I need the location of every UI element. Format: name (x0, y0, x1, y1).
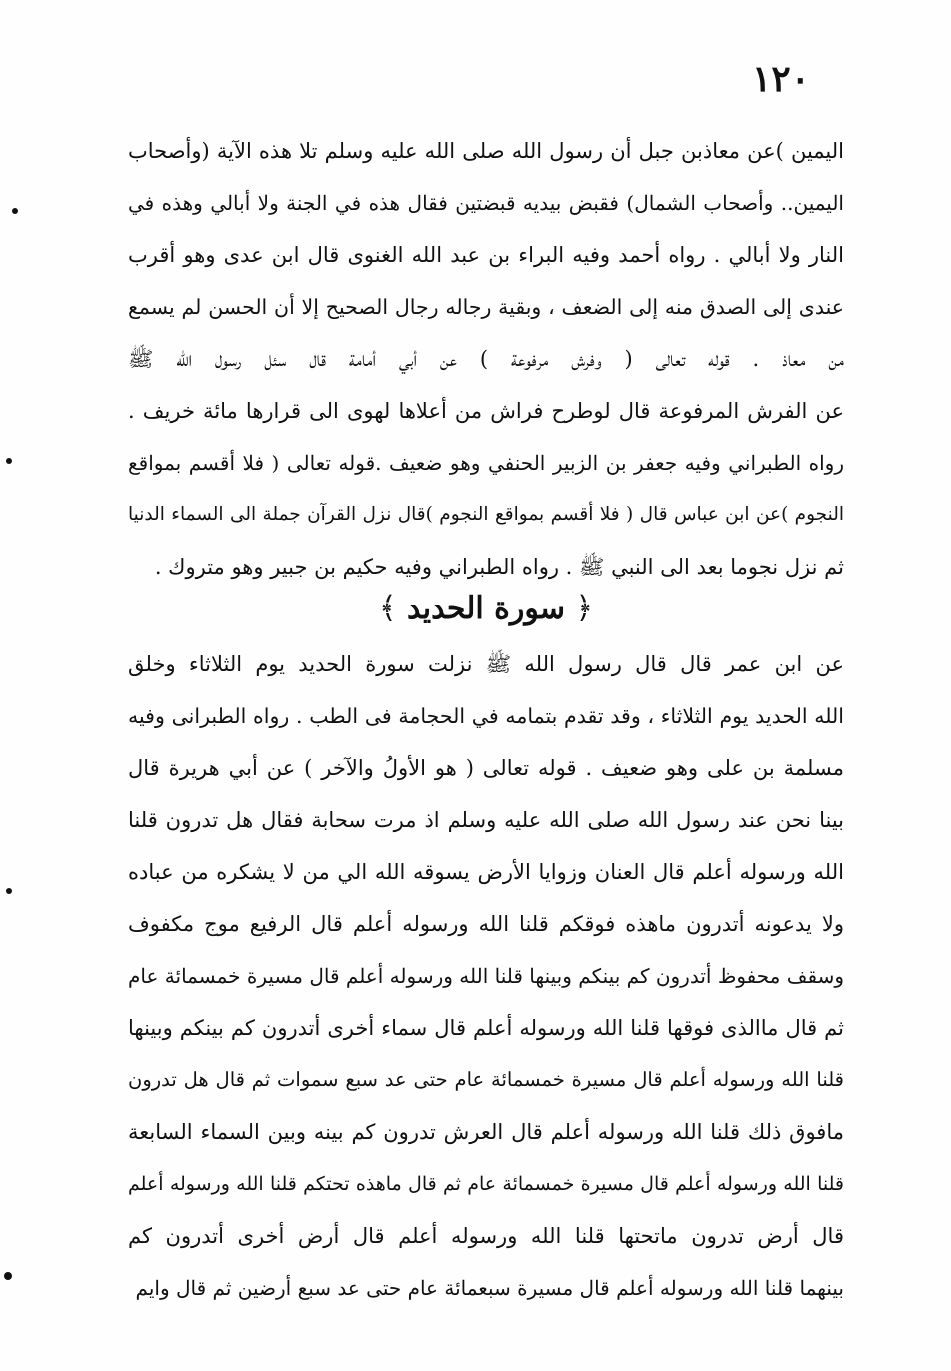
text-line: قال أرض تدرون ماتحتها قلنا الله ورسوله أعلم قال أرض أخرى أتدرون كم (128, 1224, 844, 1248)
text-line: مسلمة بن على وهو ضعيف . قوله تعالى ( هو الأولُ والآخر ) عن أبي هريرة قال (128, 756, 844, 780)
section-heading (128, 580, 844, 638)
text-line: الله الحديد يوم الثلاثاء ، وقد تقدم بتمامه في الحجامة فى الطب . رواه الطبرانى وفيه (128, 704, 844, 728)
text-line: النجوم )عن ابن عباس قال ( فلا أقسم بمواقع النجوم )قال نزل القرآن جملة الى السماء الدنيا (128, 504, 844, 525)
paragraph-top (128, 125, 844, 593)
text-line: عن الفرش المرفوعة قال لوطرح فراش من أعلاها لهوى الى قرارها مائة خريف . (128, 399, 844, 423)
scan-speck (6, 458, 12, 464)
text-line: من معاذ . قوله تعالى ( وفرش مرفوعة ) عن أبي أمامة قال سئل رسول الله ﷺ (128, 347, 844, 371)
scan-speck (6, 888, 12, 894)
text-line: بينا نحن عند رسول الله صلى الله عليه وسلم اذ مرت سحابة فقال هل تدرون قلنا (128, 808, 844, 832)
section-title: سورة الحديد (407, 591, 565, 626)
text-line: اليمين )عن معاذبن جبل أن رسول الله صلى الله عليه وسلم تلا هذه الآية (وأصحاب (128, 139, 844, 163)
heading-bracket-close: ﴾ (378, 591, 397, 626)
text-line: بينهما قلنا الله ورسوله أعلم قال مسيرة سبعمائة عام حتى عد سبع أرضين ثم قال وايم (135, 1276, 844, 1300)
text-line: رواه الطبراني وفيه جعفر بن الزبير الحنفي وهو ضعيف .قوله تعالى ( فلا أقسم بمواقع (128, 451, 844, 475)
text-line: وسقف محفوظ أتدرون كم بينكم وبينها قلنا الله ورسوله أعلم قال مسيرة خمسمائة عام (128, 964, 844, 988)
text-line: ثم قال ماالذى فوقها قلنا الله ورسوله أعلم قال سماء أخرى أتدرون كم بينكم وبينها (128, 1016, 844, 1040)
text-line: اليمين.. وأصحاب الشمال) فقبض بيديه قبضتين فقال هذه في الجنة ولا أبالي وهذه في (128, 191, 844, 215)
text-line: قلنا الله ورسوله أعلم قال مسيرة خمسمائة عام حتى عد سبع سموات ثم قال هل تدرون (128, 1068, 844, 1091)
text-line: ثم نزل نجوما بعد الى النبي ﷺ . رواه الطبراني وفيه حكيم بن جبير وهو متروك . (154, 555, 844, 579)
text-line: عن ابن عمر قال قال رسول الله ﷺ نزلت سورة الحديد يوم الثلاثاء وخلق (128, 652, 844, 676)
scan-speck (4, 1272, 12, 1280)
heading-bracket-open: ﴿ (575, 591, 594, 626)
page-number: ١٢٠ (751, 58, 810, 100)
text-line: عندى إلى الصدق منه إلى الضعف ، وبقية رجاله رجال الصحيح إلا أن الحسن لم يسمع (128, 295, 844, 319)
text-line: ولا يدعونه أتدرون ماهذه فوقكم قلنا الله ورسوله أعلم قال الرفيع موج مكفوف (128, 912, 844, 936)
text-line: قلنا الله ورسوله أعلم قال مسيرة خمسمائة عام ثم قال ماهذه تحتكم قلنا الله ورسوله أعلم (128, 1173, 844, 1195)
text-line: مافوق ذلك قلنا الله ورسوله أعلم قال العرش تدرون كم بينه وبين السماء السابعة (128, 1120, 844, 1144)
text-line: النار ولا أبالي . رواه أحمد وفيه البراء بن عبد الله الغنوى قال ابن عدى وهو أقرب (128, 243, 844, 267)
text-line: الله ورسوله أعلم قال العنان وزوايا الأرض يسوقه الله الي من لا يشكره من عباده (128, 860, 844, 884)
scan-speck (12, 208, 18, 214)
paragraph-bottom (128, 638, 844, 1314)
